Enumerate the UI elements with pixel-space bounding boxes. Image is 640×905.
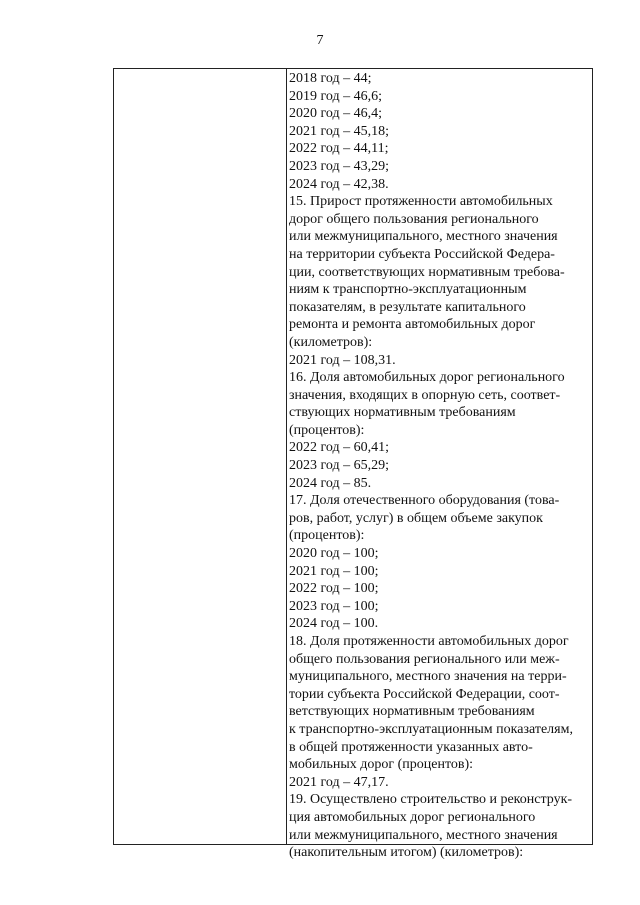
text-line: 2020 год – 100; xyxy=(289,546,379,562)
text-line: ниям к транспортно-эксплуатационным xyxy=(289,282,527,298)
text-line: ветствующих нормативным требованиям xyxy=(289,704,535,720)
text-line: значения, входящих в опорную сеть, соответ- xyxy=(289,387,561,403)
text-line: 19. Осуществлено строительство и реконструк- xyxy=(289,792,573,808)
text-line: 2021 год – 100; xyxy=(289,563,379,579)
text-line: 2022 год – 60,41; xyxy=(289,440,390,456)
text-line: дорог общего пользования регионального xyxy=(289,211,539,227)
text-line: ции, соответствующих нормативным требова- xyxy=(289,264,565,280)
text-line: 2023 год – 65,29; xyxy=(289,458,390,474)
text-line: 2022 год – 100; xyxy=(289,581,379,597)
text-line: (километров): xyxy=(289,334,373,350)
text-line: (накопительным итогом) (километров): xyxy=(289,845,524,861)
text-line: 2024 год – 85. xyxy=(289,475,372,491)
text-line: 2024 год – 42,38. xyxy=(289,176,389,192)
text-line: 2022 год – 44,11; xyxy=(289,141,389,157)
text-line: к транспортно-эксплуатационным показателям, xyxy=(289,721,573,737)
text-line: (процентов): xyxy=(289,528,365,544)
text-line: 2021 год – 108,31. xyxy=(289,352,396,368)
text-line: показателям, в результате капитального xyxy=(289,299,526,315)
text-line: 2021 год – 47,17. xyxy=(289,774,389,790)
table-right-column xyxy=(289,70,589,861)
text-line: 16. Доля автомобильных дорог регионального xyxy=(289,370,565,386)
text-line: мобильных дорог (процентов): xyxy=(289,757,474,773)
text-line: ремонта и ремонта автомобильных дорог xyxy=(289,317,536,333)
text-line: на территории субъекта Российской Федера- xyxy=(289,246,555,262)
text-line: 2020 год – 46,4; xyxy=(289,106,383,122)
text-line: 18. Доля протяженности автомобильных дорог xyxy=(289,634,569,649)
text-line: 2023 год – 100; xyxy=(289,598,379,614)
text-line: 15. Прирост протяженности автомобильных xyxy=(289,194,553,210)
text-line: 2024 год – 100. xyxy=(289,616,379,632)
text-line: муниципального, местного значения на терри- xyxy=(289,669,567,685)
document-table xyxy=(113,68,593,861)
text-line: или межмуниципального, местного значения xyxy=(289,827,558,843)
text-line: 2021 год – 45,18; xyxy=(289,123,390,139)
column-divider xyxy=(286,69,287,844)
table-left-column xyxy=(114,69,286,844)
text-line: 2018 год – 44; xyxy=(289,71,372,86)
text-line: или межмуниципального, местного значения xyxy=(289,229,558,245)
text-line: общего пользования регионального или меж- xyxy=(289,651,560,667)
text-line: (процентов): xyxy=(289,422,365,438)
text-line: ствующих нормативным требованиям xyxy=(289,405,516,421)
text-line: тории субъекта Российской Федерации, соот- xyxy=(289,686,560,702)
text-line: 2019 год – 46,6; xyxy=(289,88,383,104)
text-line: 2023 год – 43,29; xyxy=(289,158,390,174)
text-line: 17. Доля отечественного оборудования (това- xyxy=(289,493,560,509)
text-line: ров, работ, услуг) в общем объеме закупок xyxy=(289,510,543,526)
page-number: 7 xyxy=(316,33,324,48)
text-line: ция автомобильных дорог регионального xyxy=(289,809,536,825)
text-line: в общей протяженности указанных авто- xyxy=(289,739,533,755)
